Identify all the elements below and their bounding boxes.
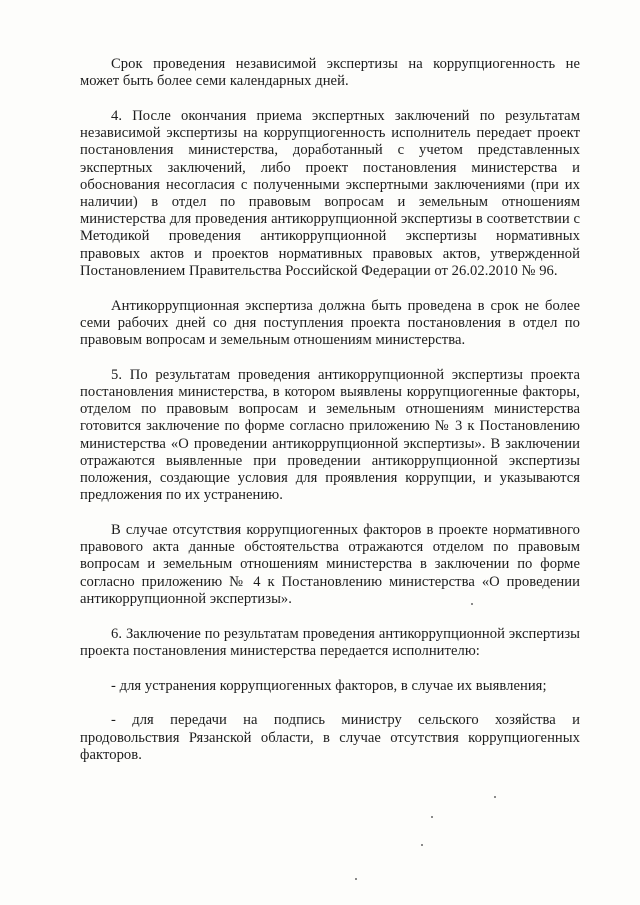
- scan-speck: [421, 844, 423, 846]
- paragraph-term-limit: Срок проведения независимой экспертизы на коррупциогенность не может быть более семи календарных дней.: [80, 56, 580, 90]
- scan-speck: [355, 878, 357, 880]
- paragraph-gap: [80, 90, 580, 108]
- paragraph-item-5: 5. По результатам проведения антикоррупционной экспертизы проекта постановления министерства, в котором выявлены коррупциогенные факторы, отделом по правовым вопросам и земельным отношениям министерства готовится заключение по форме согласно приложению № 3 к Постановлению министерства «О проведении антикоррупционной экспертизы». В заключении отражаются выявленные при проведении антикоррупционной экспертизы положения, создающие условия для проявления коррупции, и указываются предложения по их устранению.: [80, 366, 580, 504]
- paragraph-gap: [80, 349, 580, 367]
- scan-speck: [431, 816, 433, 818]
- paragraph-gap: [80, 660, 580, 678]
- paragraph-bullet-elimination: - для устранения коррупциогенных факторов, в случае их выявления;: [111, 677, 547, 694]
- paragraph-gap: [80, 608, 580, 626]
- paragraph-bullet-signature: - для передачи на подпись министру сельского хозяйства и продовольствия Рязанской области, в случае отсутствия коррупциогенных факторов.: [80, 712, 580, 763]
- paragraph-gap: [80, 280, 580, 298]
- paragraph-item-4: 4. После окончания приема экспертных заключений по результатам независимой экспертизы на коррупциогенность исполнитель передает проект постановления министерства, доработанный с учетом представленных экспертных заключений, либо проект постановления министерства и обоснования несогласия с полученными экспертными заключениями (при их наличии) в отдел по правовым вопросам и земельным отношениям министерства для проведения антикоррупционной экспертизы в соответствии с Методикой проведения антикоррупционной экспертизы нормативных правовых актов и проектов нормативных правовых актов, утвержденной Постановлением Правительства Российской Федерации от 26.02.2010 № 96.: [80, 108, 580, 279]
- document-body: [80, 56, 580, 764]
- scan-speck: [494, 796, 496, 798]
- paragraph-item-6: 6. Заключение по результатам проведения антикоррупционной экспертизы проекта постановления министерства передается исполнителю:: [80, 625, 580, 659]
- paragraph-no-factors: В случае отсутствия коррупциогенных факторов в проекте нормативного правового акта данные обстоятельства отражаются отделом по правовым вопросам и земельным отношениям министерства в заключении по форме согласно приложению № 4 к Постановлению министерства «О проведении антикоррупционной экспертизы».: [80, 522, 580, 607]
- scan-speck: [471, 603, 473, 605]
- paragraph-gap: [80, 695, 580, 713]
- paragraph-anticorruption-term: Антикоррупционная экспертиза должна быть проведена в срок не более семи рабочих дней со дня поступления проекта постановления в отдел по правовым вопросам и земельным отношениям министерства.: [80, 297, 580, 349]
- paragraph-gap: [80, 504, 580, 522]
